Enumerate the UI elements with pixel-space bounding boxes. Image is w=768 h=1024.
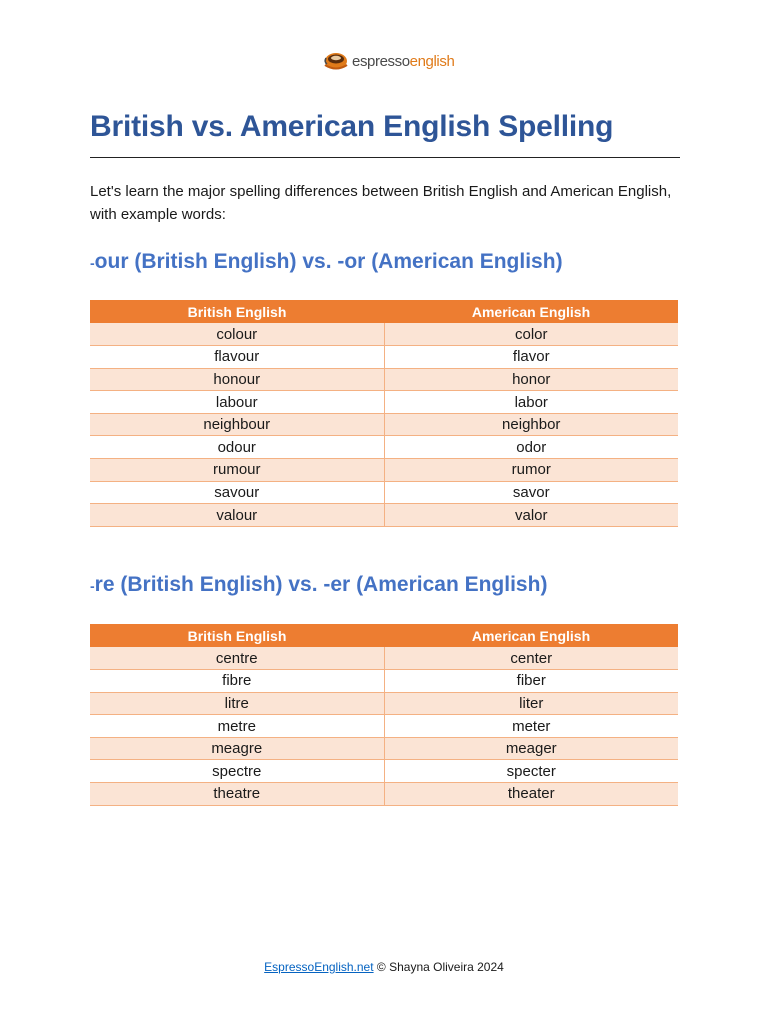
british-word: litre [90,692,384,715]
section-heading-re-er [90,573,547,597]
table-row [90,346,678,369]
heading-dash: - [90,255,95,271]
british-word: valour [90,504,384,527]
british-word: odour [90,436,384,459]
table-row [90,413,678,436]
british-word: fibre [90,670,384,693]
heading-dash: - [90,578,95,594]
american-word: rumor [384,459,678,482]
column-header-american: American English [384,300,678,323]
column-header-american: American English [384,624,678,647]
table-row [90,368,678,391]
american-word: meager [384,737,678,760]
table-row [90,391,678,414]
british-word: centre [90,647,384,670]
british-word: metre [90,715,384,738]
british-word: theatre [90,783,384,806]
footer-site-link[interactable]: EspressoEnglish.net [264,960,374,974]
british-word: labour [90,391,384,414]
american-word: fiber [384,670,678,693]
heading-text: our (British English) vs. -or (American English) [94,250,563,273]
copyright-text: © Shayna Oliveira 2024 [373,960,504,974]
british-word: savour [90,481,384,504]
british-word: meagre [90,737,384,760]
american-word: center [384,647,678,670]
american-word: valor [384,504,678,527]
table-row [90,670,678,693]
column-header-british: British English [90,624,384,647]
title-underline [90,157,680,158]
american-word: neighbor [384,413,678,436]
american-word: theater [384,783,678,806]
heading-text: re (British English) vs. -er (American English) [94,573,548,596]
table-row [90,737,678,760]
spelling-table-our-or [90,300,678,527]
british-word: honour [90,368,384,391]
american-word: flavor [384,346,678,369]
page-footer [0,960,768,974]
table-row [90,481,678,504]
table-row [90,647,678,670]
table-row [90,459,678,482]
table-row [90,715,678,738]
section-heading-our-or [90,250,563,274]
table-row [90,323,678,346]
intro-paragraph: Let's learn the major spelling differences between British English and American English, with example words: [90,183,672,223]
coffee-cup-icon [322,49,350,73]
table-row [90,783,678,806]
table-row [90,436,678,459]
american-word: meter [384,715,678,738]
table-header-row [90,624,678,647]
british-word: flavour [90,346,384,369]
american-word: savor [384,481,678,504]
table-header-row [90,300,678,323]
american-word: odor [384,436,678,459]
american-word: liter [384,692,678,715]
table-row [90,760,678,783]
american-word: honor [384,368,678,391]
british-word: spectre [90,760,384,783]
british-word: colour [90,323,384,346]
british-word: rumour [90,459,384,482]
espresso-english-logo [322,48,454,74]
table-row [90,692,678,715]
table-row [90,504,678,527]
spelling-table-re-er [90,624,678,806]
british-word: neighbour [90,413,384,436]
american-word: specter [384,760,678,783]
american-word: labor [384,391,678,414]
column-header-british: British English [90,300,384,323]
american-word: color [384,323,678,346]
logo-wordmark: espressoenglish [352,53,455,70]
page-title: British vs. American English Spelling [90,110,614,143]
